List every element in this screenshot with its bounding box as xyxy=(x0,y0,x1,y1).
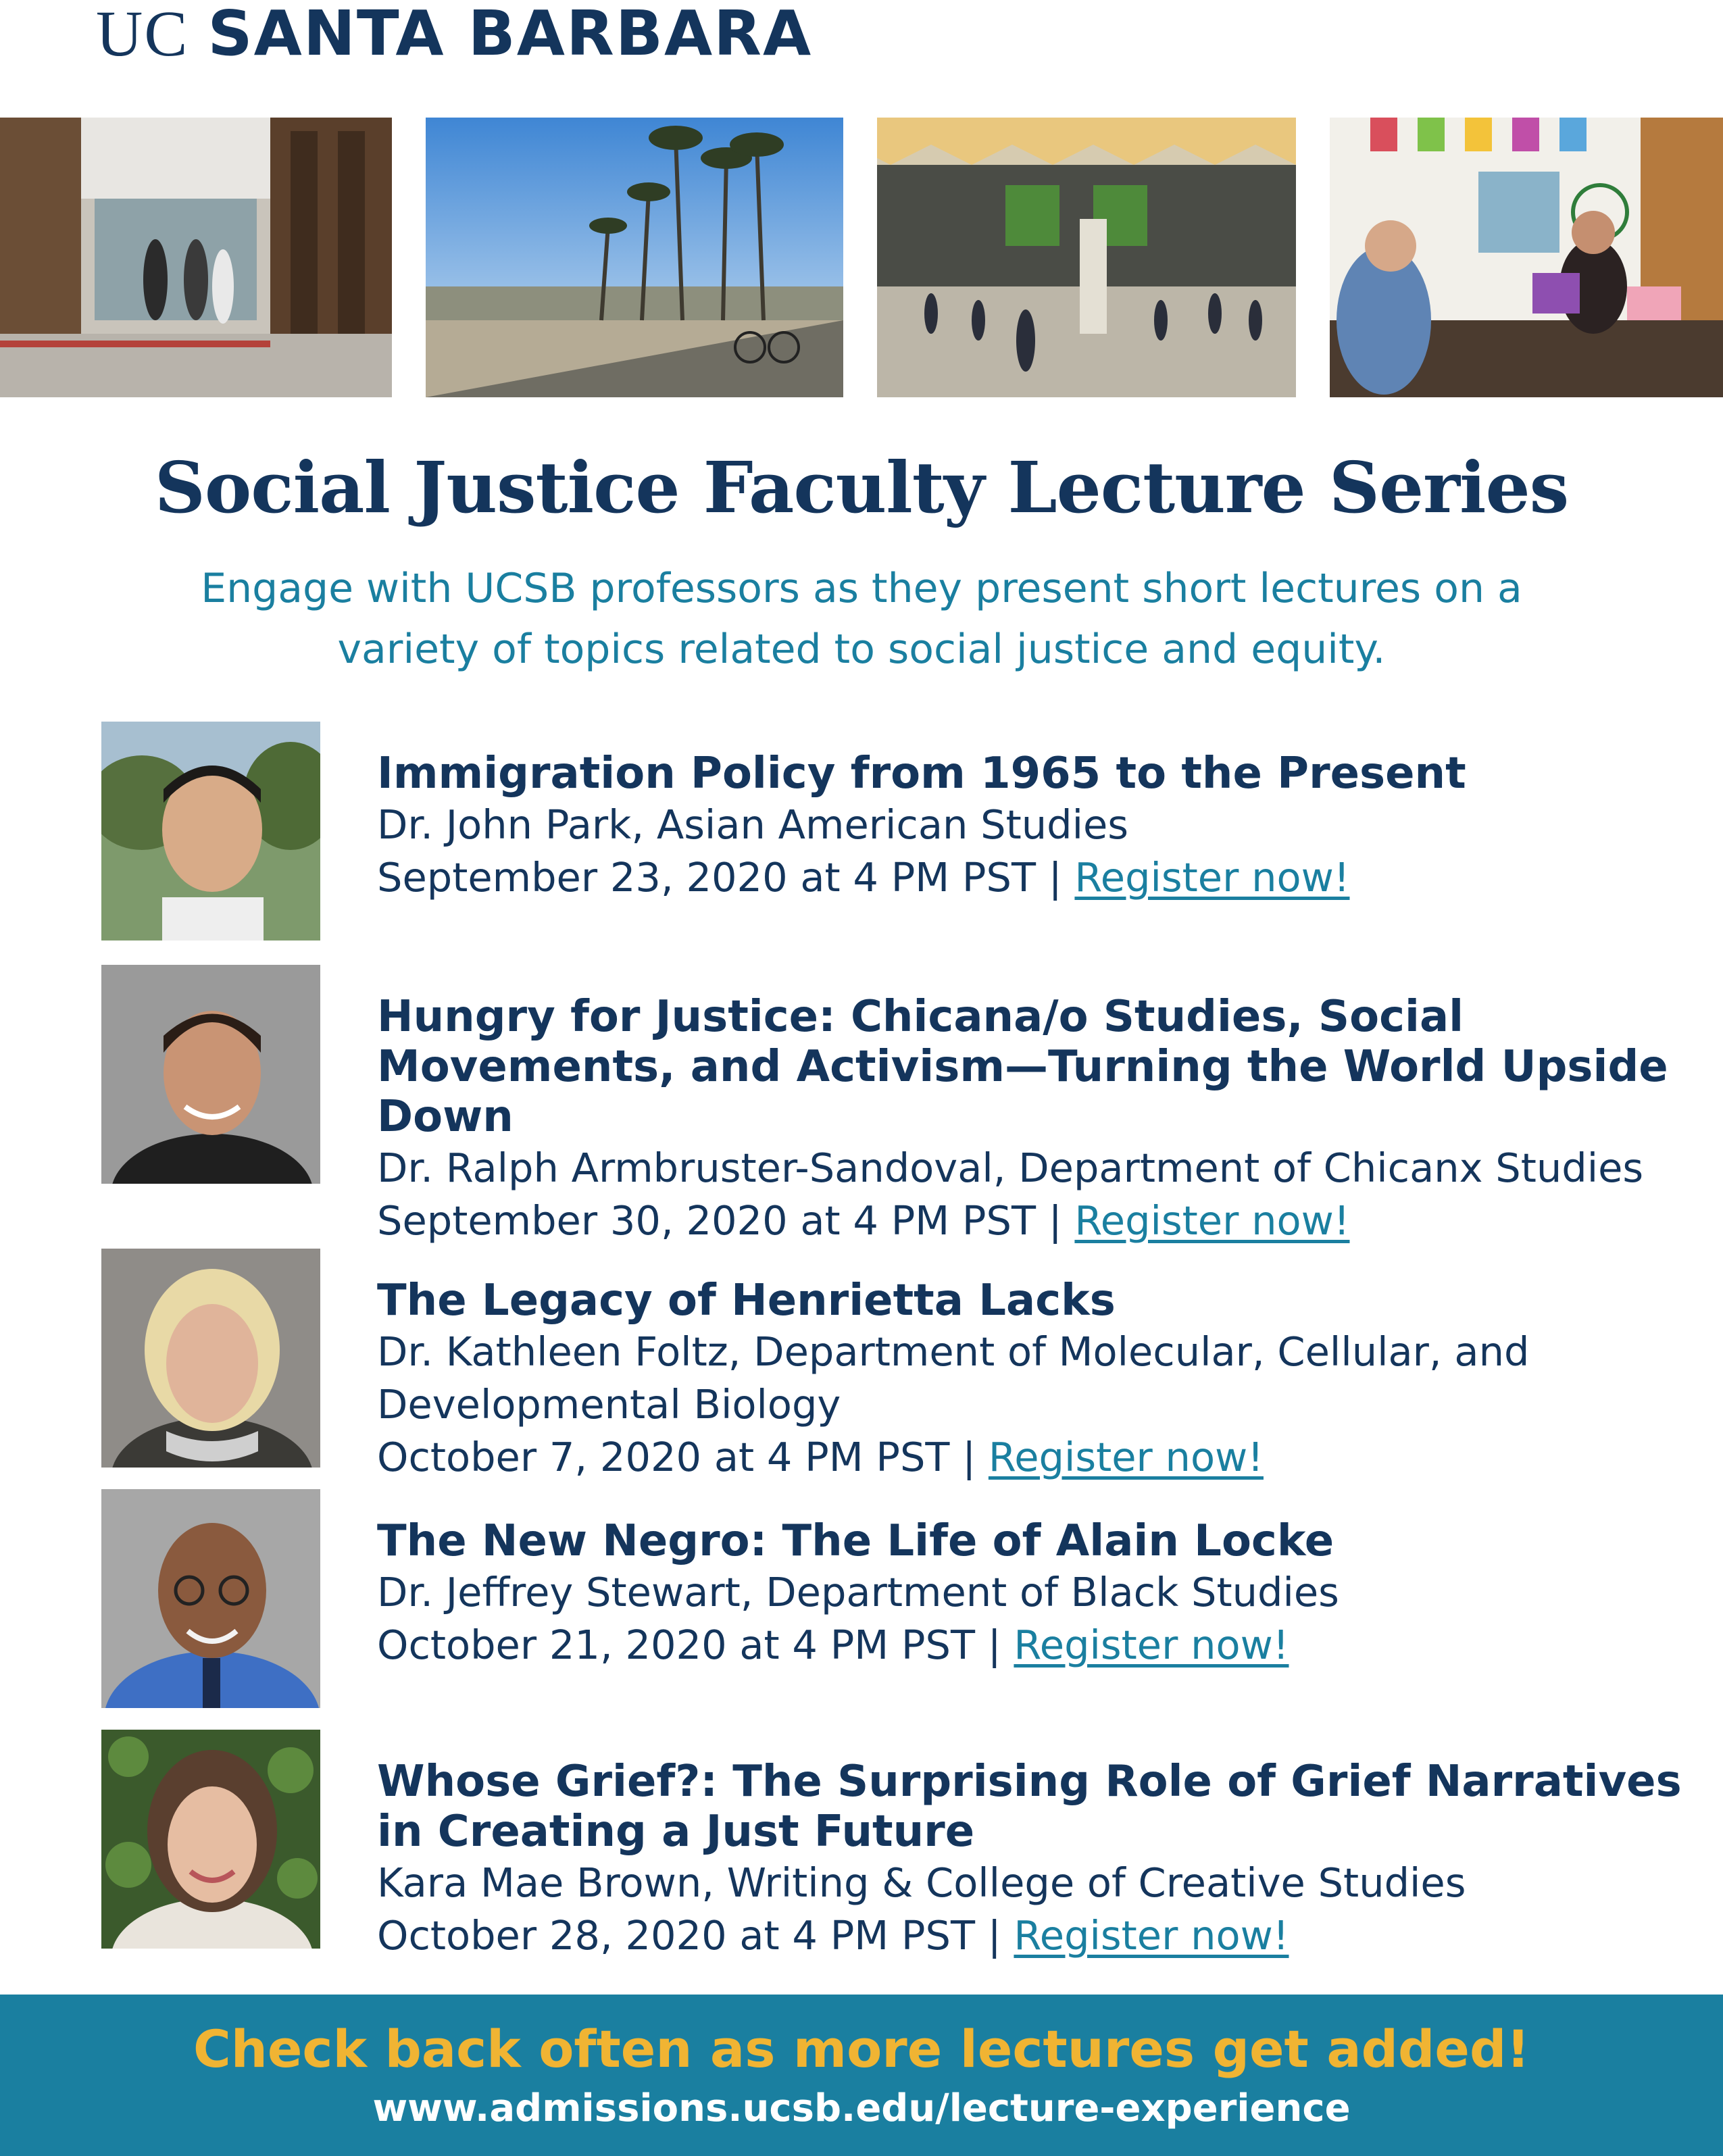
lecture-title: The Legacy of Henrietta Lacks xyxy=(377,1276,1116,1326)
separator: | xyxy=(962,1434,976,1480)
separator: | xyxy=(987,1622,1001,1668)
lecture-date-line xyxy=(377,1909,1723,1962)
lecture-date-line xyxy=(377,1431,1723,1484)
footer-banner xyxy=(0,1995,1723,2156)
register-now-link[interactable]: Register now! xyxy=(1074,1197,1350,1244)
lecture-title: Whose Grief?: The Surprising Role of Grief Narratives in Creating a Just Future xyxy=(377,1757,1682,1857)
separator: | xyxy=(987,1912,1001,1959)
separator: | xyxy=(1048,854,1062,901)
lecture-speaker: Dr. Jeffrey Stewart, Department of Black Studies xyxy=(377,1569,1339,1615)
lecture-speaker: Kara Mae Brown, Writing & College of Creative Studies xyxy=(377,1859,1466,1906)
lecture-date: October 28, 2020 at 4 PM PST xyxy=(377,1912,975,1959)
library-photo xyxy=(0,118,392,397)
logo-uc: UC xyxy=(96,0,189,70)
ucsb-logo xyxy=(96,0,812,68)
speaker-photo xyxy=(101,1249,320,1468)
logo-santa-barbara: SANTA BARBARA xyxy=(207,0,813,70)
separator: | xyxy=(1048,1197,1062,1244)
lecture-title: Immigration Policy from 1965 to the Present xyxy=(377,749,1466,799)
register-now-link[interactable]: Register now! xyxy=(1074,854,1350,901)
beach-palm-photo xyxy=(426,118,843,397)
register-now-link[interactable]: Register now! xyxy=(1014,1912,1289,1959)
lecture-speaker: Dr. Kathleen Foltz, Department of Molecular, Cellular, and Developmental Biology xyxy=(377,1328,1530,1428)
lecture-date-line xyxy=(377,1195,1723,1247)
lecture-speaker: Dr. Ralph Armbruster-Sandoval, Department of Chicanx Studies xyxy=(377,1145,1644,1191)
lecture-title: Hungry for Justice: Chicana/o Studies, Social Movements, and Activism—Turning the World Upside Down xyxy=(377,992,1668,1142)
speaker-photo xyxy=(101,722,320,941)
register-now-link[interactable]: Register now! xyxy=(1014,1622,1289,1668)
footer-cta: Check back often as more lectures get added! xyxy=(193,2019,1530,2079)
campus-photo-strip xyxy=(0,118,1723,397)
lecture-date: September 23, 2020 at 4 PM PST xyxy=(377,854,1036,901)
lecture-title: The New Negro: The Life of Alain Locke xyxy=(377,1516,1334,1566)
lecture-date-line xyxy=(377,1619,1723,1672)
speaker-photo xyxy=(101,1730,320,1949)
page-title: Social Justice Faculty Lecture Series xyxy=(154,446,1569,529)
student-center-photo xyxy=(1330,118,1723,397)
lecture-date: October 21, 2020 at 4 PM PST xyxy=(377,1622,975,1668)
register-now-link[interactable]: Register now! xyxy=(988,1434,1264,1480)
campus-building-photo xyxy=(877,118,1296,397)
lecture-date: September 30, 2020 at 4 PM PST xyxy=(377,1197,1036,1244)
lecture-date-line xyxy=(377,851,1723,904)
page-subtitle: Engage with UCSB professors as they present short lectures on a variety of topics related to social justice and equity. xyxy=(201,565,1522,673)
speaker-photo xyxy=(101,965,320,1184)
speaker-photo xyxy=(101,1489,320,1708)
lecture-date: October 7, 2020 at 4 PM PST xyxy=(377,1434,950,1480)
lecture-speaker: Dr. John Park, Asian American Studies xyxy=(377,801,1129,848)
footer-url[interactable]: www.admissions.ucsb.edu/lecture-experience xyxy=(372,2086,1351,2130)
